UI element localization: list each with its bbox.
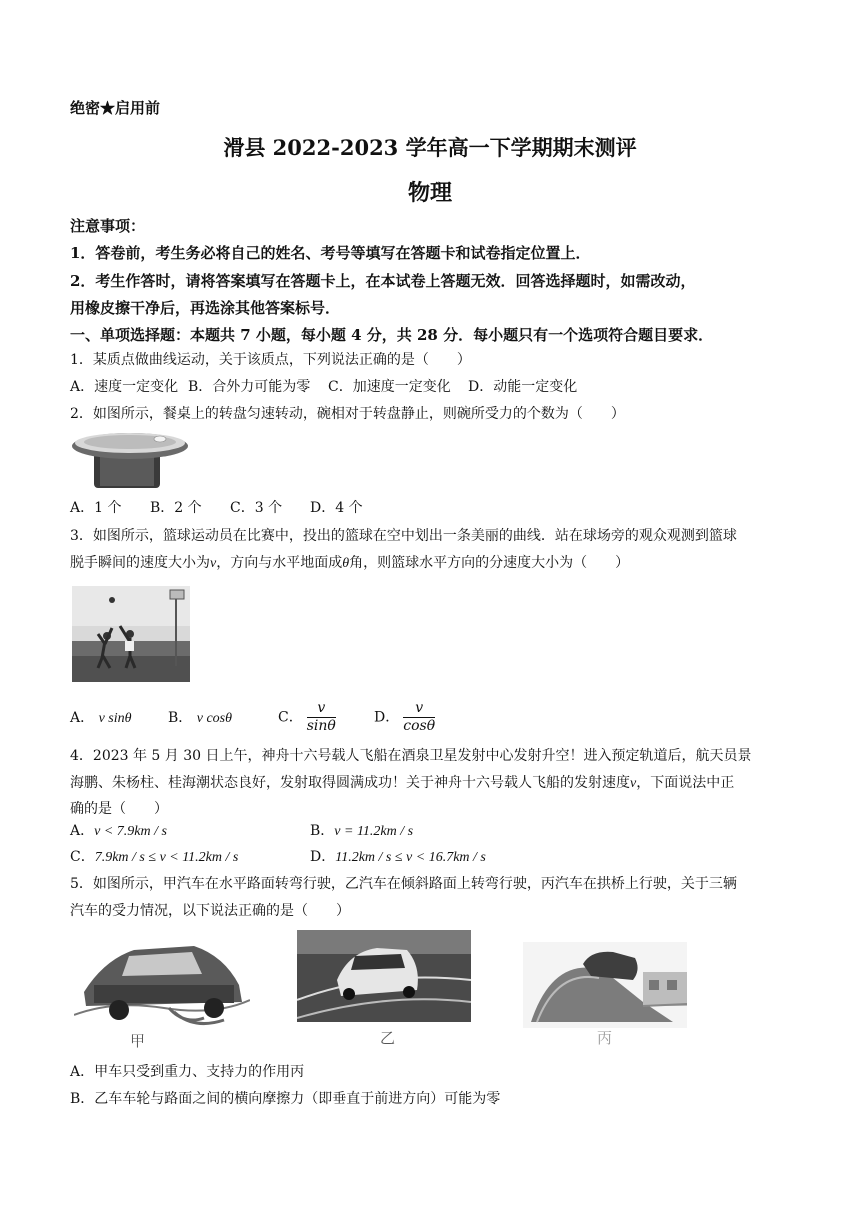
q3-stem-2: 脱手瞬间的速度大小为v，方向与水平地面成θ角，则篮球水平方向的分速度大小为（ ） (70, 555, 630, 571)
q1-options (70, 377, 577, 397)
q3-option-d: D． $\frac{v}{\cos\theta}$ (374, 700, 436, 734)
q3-option-b: B． v cosθ (168, 709, 233, 726)
figure-caption-bing: 丙 (597, 1029, 613, 1047)
q2-option-a: A．1 个 (70, 500, 122, 516)
q3-option-a: A． v sinθ (70, 709, 132, 726)
note-2b: 用橡皮擦干净后，再选涂其他答案标号． (70, 299, 341, 317)
q1-option-d: D．动能一定变化 (468, 379, 578, 395)
q5-stem-2: 汽车的受力情况，以下说法正确的是（ ） (70, 903, 350, 919)
q3-stem-1: 3．如图所示，篮球运动员在比赛中，投出的篮球在空中划出一条美丽的曲线．站在球场旁的观众观测到篮球 (70, 528, 737, 544)
q5-option-b: B．乙车车轮与路面之间的横向摩擦力（即垂直于前进方向）可能为零 (70, 1091, 501, 1107)
car-banked-road-figure (297, 930, 471, 1022)
exam-title: 滑县 2022-2023 学年高一下学期期末测评 (223, 135, 637, 160)
notes-heading: 注意事项： (70, 217, 146, 235)
q4-option-d: D．11.2km / s ≤ v < 16.7km / s (310, 849, 486, 865)
q4-options-row-2 (70, 847, 486, 868)
q4-option-b: B．v = 11.2km / s (310, 823, 414, 839)
q1-option-a: A．速度一定变化 (70, 379, 179, 395)
note-1: 1．答卷前，考生务必将自己的姓名、考号等填写在答题卡和试卷指定位置上． (70, 244, 591, 262)
q1-stem: 1．某质点做曲线运动，关于该质点，下列说法正确的是（ ） (70, 352, 471, 368)
var-v: v (210, 556, 217, 571)
q1-option-b: B．合外力可能为零 (188, 379, 311, 395)
q4-options-row-1 (70, 821, 413, 842)
q4-stem-2: 海鹏、朱杨柱、桂海潮状态良好，发射取得圆满成功！关于神舟十六号载人飞船的发射速度v，下面说法中正 (70, 775, 735, 791)
turntable-figure (72, 430, 194, 490)
secret-label: 绝密★启用前 (70, 99, 161, 117)
q4-option-c: C．7.9km / s ≤ v < 11.2km / s (70, 849, 239, 865)
q5-stem-1: 5．如图所示，甲汽车在水平路面转弯行驶，乙汽车在倾斜路面上转弯行驶，丙汽车在拱桥上行驶，关于三辆 (70, 876, 737, 892)
q4-stem-3: 确的是（ ） (70, 801, 168, 817)
q5-option-a: A．甲车只受到重力、支持力的作用丙 (70, 1064, 305, 1080)
q2-stem: 2．如图所示，餐桌上的转盘匀速转动，碗相对于转盘静止，则碗所受力的个数为（ ） (70, 406, 625, 422)
q2-option-d: D．4 个 (310, 500, 363, 516)
basketball-figure (72, 586, 190, 682)
subject-title: 物理 (407, 180, 452, 206)
q2-option-c: C．3 个 (230, 500, 283, 516)
car-flat-road-figure (74, 930, 250, 1030)
q4-option-a: A．v < 7.9km / s (70, 823, 167, 839)
figure-caption-jia: 甲 (130, 1032, 146, 1050)
q1-option-c: C．加速度一定变化 (328, 379, 451, 395)
section-1-heading: 一、单项选择题：本题共 7 小题，每小题 4 分，共 28 分．每小题只有一个选项符合题目要求． (70, 326, 714, 344)
q2-option-b: B．2 个 (150, 500, 202, 516)
q4-stem-1: 4．2023 年 5 月 30 日上午，神舟十六号载人飞船在酒泉卫星发射中心发射升空！进入预定轨道后，航天员景 (70, 748, 752, 764)
q3-options (70, 700, 435, 736)
figure-caption-yi: 乙 (380, 1029, 396, 1047)
var-theta: θ (342, 556, 350, 571)
car-arch-bridge-figure (523, 942, 687, 1028)
q2-options (70, 498, 363, 518)
q3-option-c: C． $\frac{v}{\sin\theta}$ (278, 700, 336, 734)
note-2a: 2．考生作答时，请将答案填写在答题卡上，在本试卷上答题无效．回答选择题时，如需改动， (70, 272, 696, 290)
